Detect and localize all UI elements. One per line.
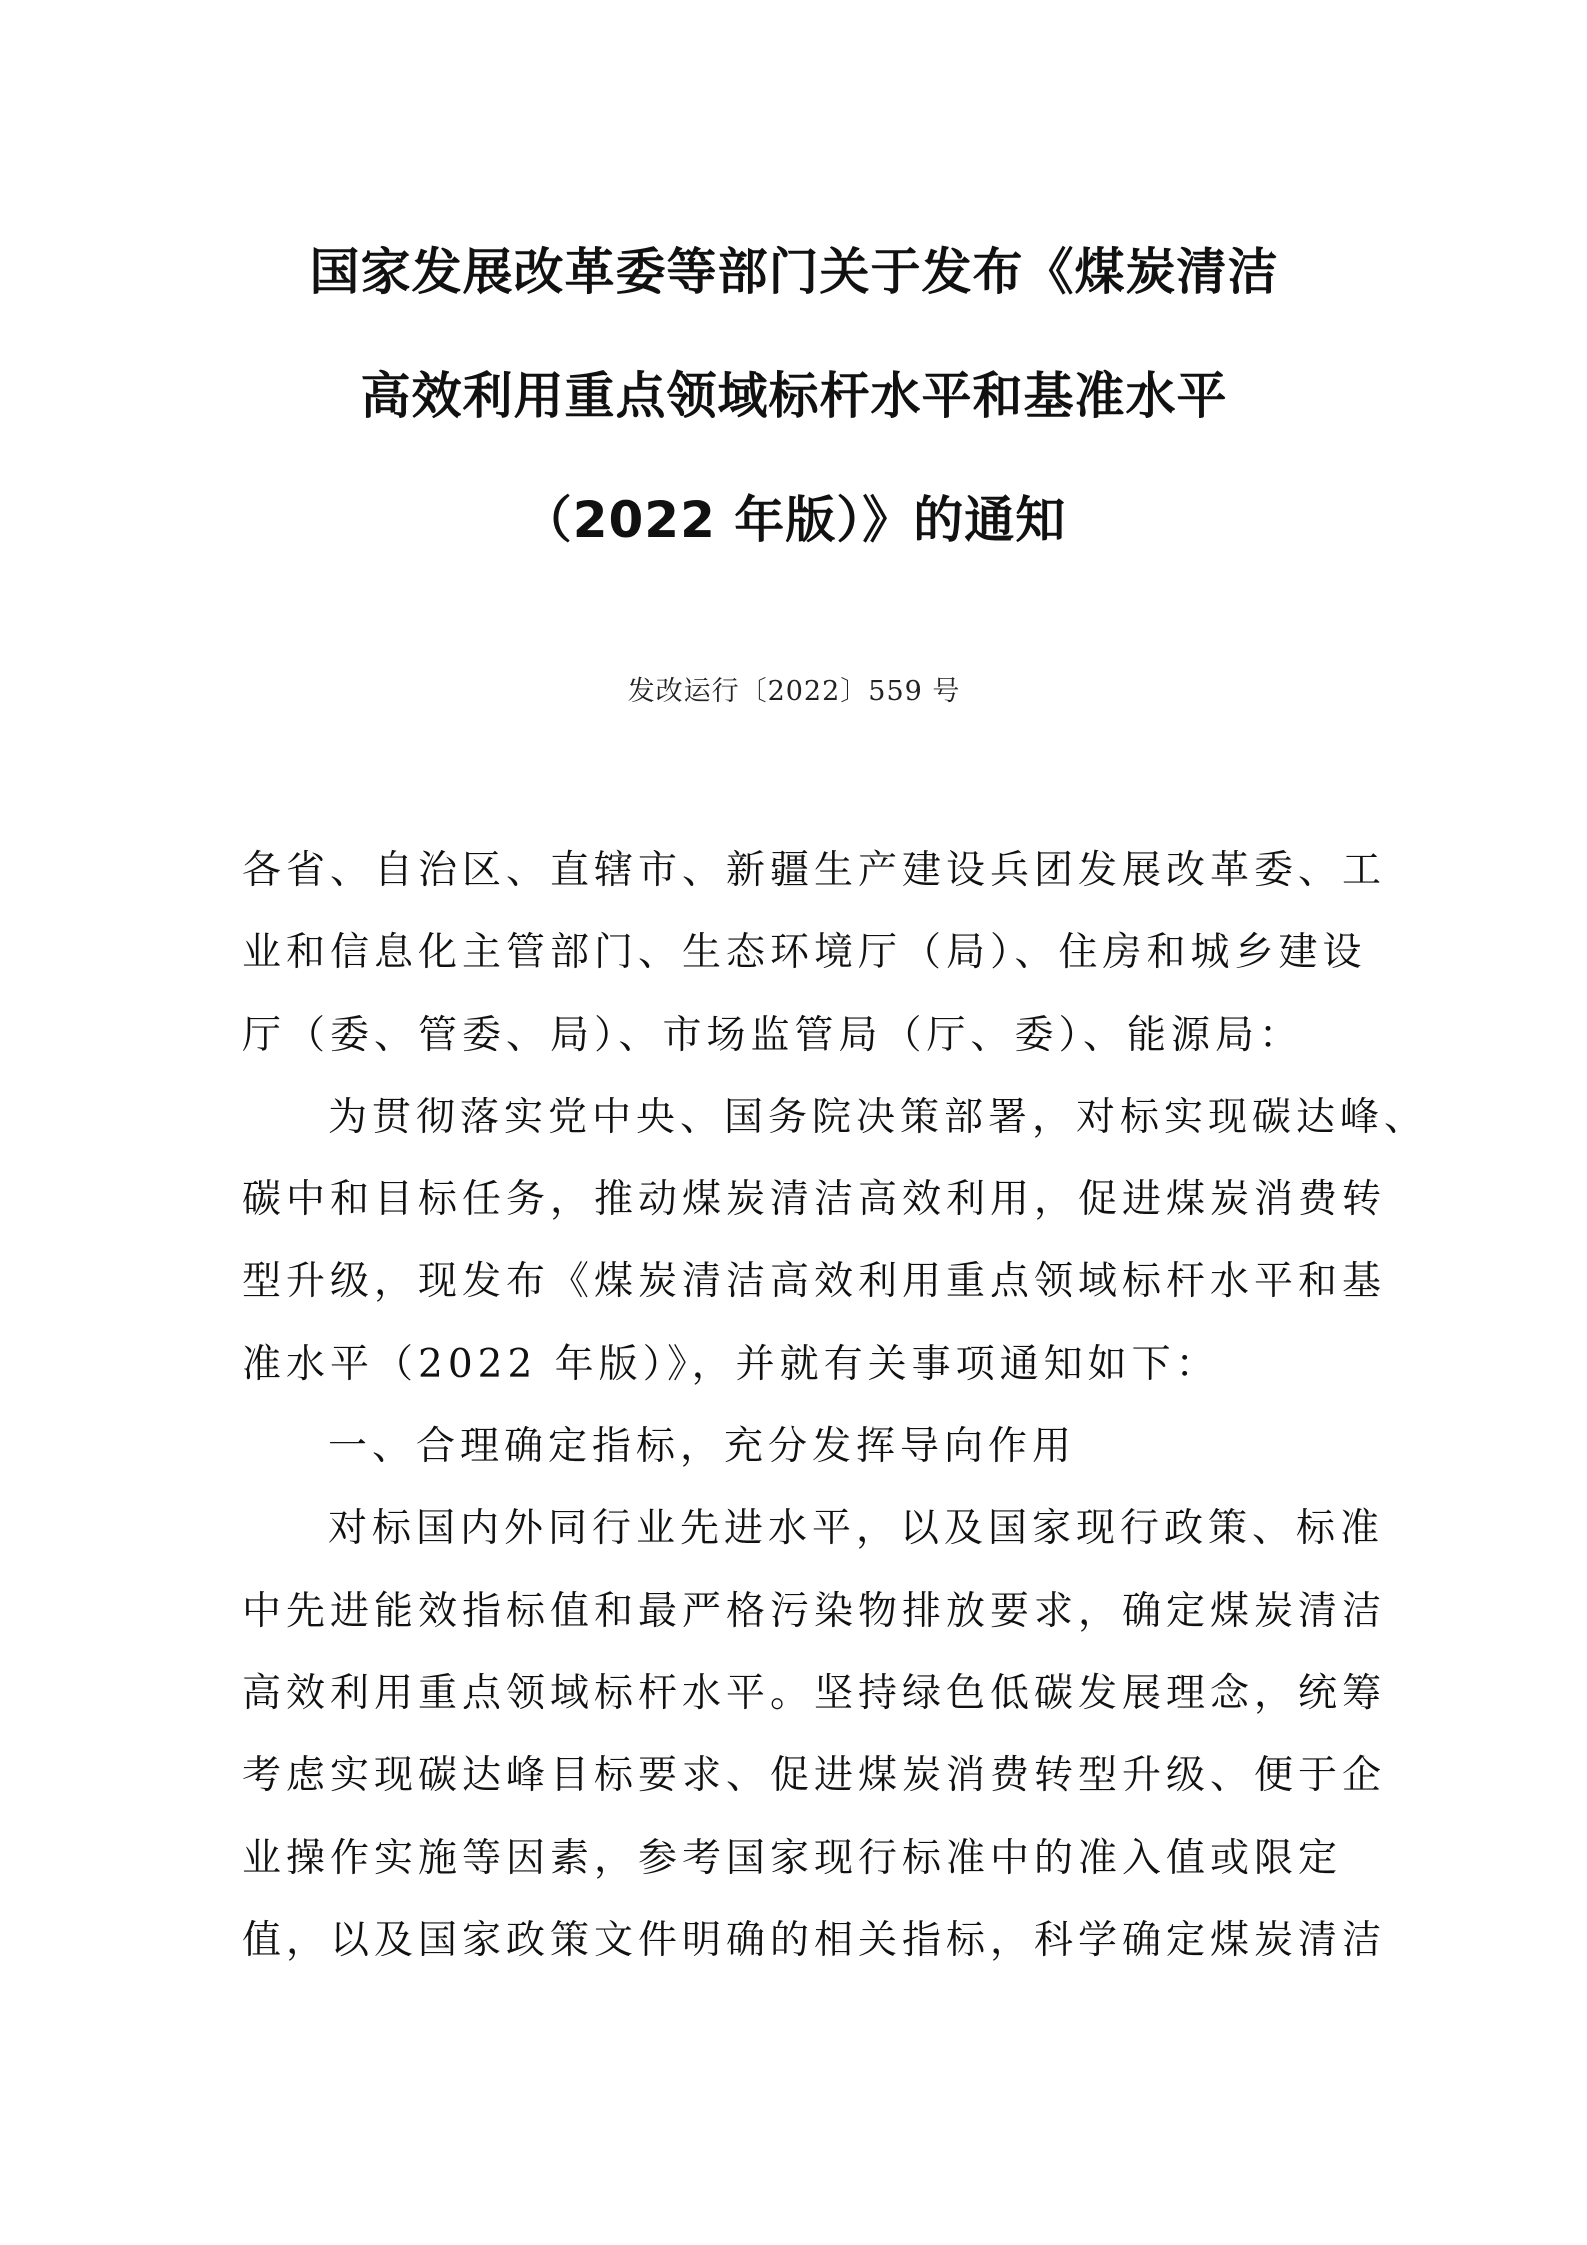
addressee-line: 厅（委、管委、局）、市场监管局（厅、委）、能源局：	[242, 1012, 1304, 1058]
paragraph-line: 准水平（2022 年版）》，并就有关事项通知如下：	[242, 1341, 1220, 1387]
paragraph-line: 值，以及国家政策文件明确的相关指标，科学确定煤炭清洁	[242, 1917, 1387, 1963]
document-title	[240, 210, 1348, 582]
title-line-2: 高效利用重点领域标杆水平和基准水平	[360, 367, 1228, 425]
document-body	[242, 830, 1429, 1982]
addressee-line: 业和信息化主管部门、生态环境厅（局）、住房和城乡建设	[242, 930, 1367, 976]
paragraph-line: 高效利用重点领域标杆水平。坚持绿色低碳发展理念，统筹	[242, 1670, 1387, 1716]
title-line-1: 国家发展改革委等部门关于发布《煤炭清洁	[309, 243, 1279, 301]
paragraph-line: 业操作实施等因素，参考国家现行标准中的准入值或限定	[242, 1835, 1343, 1881]
paragraph-line: 对标国内外同行业先进水平，以及国家现行政策、标准	[328, 1506, 1385, 1552]
paragraph-line: 型升级，现发布《煤炭清洁高效利用重点领域标杆水平和基	[242, 1259, 1387, 1305]
paragraph-line: 为贯彻落实党中央、国务院决策部署，对标实现碳达峰、	[328, 1094, 1429, 1140]
title-line-3: （2022 年版）》的通知	[521, 491, 1067, 549]
document-number: 发改运行〔2022〕559 号	[627, 676, 961, 707]
addressee-line: 各省、自治区、直辖市、新疆生产建设兵团发展改革委、工	[242, 848, 1387, 893]
paragraph-line: 中先进能效指标值和最严格污染物排放要求，确定煤炭清洁	[242, 1588, 1387, 1634]
paragraph-line: 考虑实现碳达峰目标要求、促进煤炭消费转型升级、便于企	[242, 1753, 1387, 1799]
paragraph-line: 碳中和目标任务，推动煤炭清洁高效利用，促进煤炭消费转	[242, 1177, 1387, 1223]
section-heading: 一、合理确定指标，充分发挥导向作用	[328, 1424, 1077, 1470]
